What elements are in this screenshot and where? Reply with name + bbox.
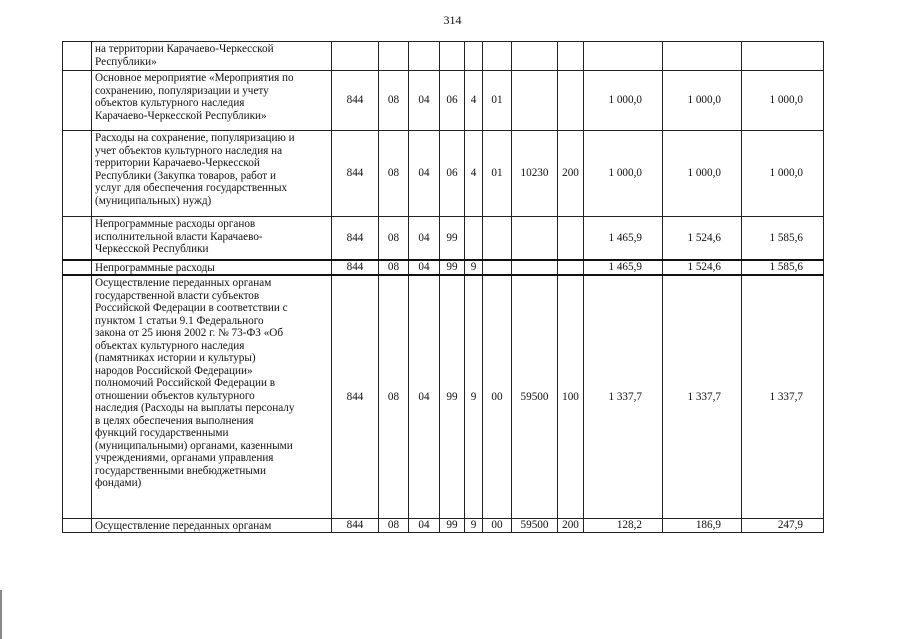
description-line: Непрограммные расходы органов	[95, 218, 256, 230]
budget-code-cell: 844	[332, 71, 379, 131]
amount-year2-cell: 1 524,6	[663, 260, 742, 276]
description-line: государственной власти субъектов	[95, 289, 260, 302]
description-line: исполнительной власти Карачаево-	[95, 230, 263, 243]
event-cell	[483, 260, 512, 276]
program-cell	[440, 42, 465, 71]
amount-year1-cell: 1 465,9	[584, 217, 663, 260]
amount-year1-cell	[584, 42, 663, 71]
direction-cell	[512, 260, 558, 276]
description-line: Осуществление переданных органам	[95, 519, 272, 532]
section-cell: 08	[379, 131, 409, 217]
description-line: наследия (Расходы на выплаты персоналу	[95, 402, 295, 414]
expense-type-cell: 100	[558, 275, 584, 518]
index-cell	[63, 275, 92, 518]
event-cell	[483, 217, 512, 260]
direction-cell	[512, 71, 558, 131]
expense-type-cell	[558, 71, 584, 131]
subprogram-cell: 4	[465, 131, 483, 217]
amount-year3-cell: 1 000,0	[742, 71, 824, 131]
event-cell	[483, 42, 512, 71]
subsection-cell: 04	[409, 260, 440, 276]
budget-table	[62, 41, 824, 533]
direction-cell: 10230	[512, 131, 558, 217]
description-cell	[92, 131, 332, 217]
description-line: Российской Федерации в соответствии с	[95, 302, 288, 314]
table-row	[63, 275, 824, 518]
amount-year2-cell: 1 524,6	[663, 217, 742, 260]
description-line: сохранению, популяризации и учету	[95, 84, 269, 97]
program-cell: 99	[440, 260, 465, 276]
scan-edge-mark	[0, 590, 2, 639]
table-body	[63, 42, 824, 533]
description-line: Непрограммные расходы	[95, 261, 215, 274]
subprogram-cell: 9	[465, 260, 483, 276]
description-line: учреждениями, органами управления	[95, 452, 274, 464]
description-line: полномочий Российской Федерации в	[95, 377, 276, 389]
direction-cell: 59500	[512, 275, 558, 518]
amount-year2-cell: 1 337,7	[663, 275, 742, 518]
description-line: Осуществление переданных органам	[95, 277, 272, 289]
description-line: территории Карачаево-Черкесской	[95, 157, 260, 169]
budget-code-cell	[332, 42, 379, 71]
amount-year3-cell: 247,9	[742, 518, 824, 533]
description-cell	[92, 260, 332, 276]
table-row	[63, 260, 824, 276]
description-cell	[92, 275, 332, 518]
section-cell: 08	[379, 71, 409, 131]
amount-year2-cell	[663, 42, 742, 71]
program-cell: 99	[440, 518, 465, 533]
subsection-cell: 04	[409, 275, 440, 518]
amount-year3-cell: 1 585,6	[742, 260, 824, 276]
amount-year1-cell: 1 000,0	[584, 131, 663, 217]
amount-year1-cell: 1 465,9	[584, 260, 663, 276]
description-line: Расходы на сохранение, популяризацию и	[95, 132, 295, 144]
subsection-cell: 04	[409, 131, 440, 217]
amount-year3-cell: 1 000,0	[742, 131, 824, 217]
amount-year2-cell: 186,9	[663, 518, 742, 533]
description-line: функций государственными	[95, 427, 229, 439]
table-row	[63, 131, 824, 217]
section-cell: 08	[379, 275, 409, 518]
amount-year3-cell: 1 585,6	[742, 217, 824, 260]
description-cell	[92, 42, 332, 71]
description-cell	[92, 217, 332, 260]
table-row	[63, 518, 824, 533]
description-line: (муниципальных) нужд)	[95, 194, 212, 207]
index-cell	[63, 131, 92, 217]
budget-code-cell: 844	[332, 518, 379, 533]
amount-year2-cell: 1 000,0	[663, 131, 742, 217]
section-cell: 08	[379, 217, 409, 260]
expense-type-cell: 200	[558, 131, 584, 217]
description-line: Республики»	[95, 55, 157, 68]
event-cell: 01	[483, 131, 512, 217]
amount-year1-cell: 1 000,0	[584, 71, 663, 131]
description-line: в целях обеспечения выполнения	[95, 414, 254, 427]
description-line: закона от 25 июня 2002 г. № 73-ФЗ «Об	[95, 327, 284, 339]
section-cell: 08	[379, 518, 409, 533]
subsection-cell	[409, 42, 440, 71]
description-line: государственными внебюджетными	[95, 464, 266, 477]
expense-type-cell: 200	[558, 518, 584, 533]
subprogram-cell	[465, 217, 483, 260]
amount-year1-cell: 1 337,7	[584, 275, 663, 518]
description-line: услуг для обеспечения государственных	[95, 182, 288, 194]
program-cell: 06	[440, 131, 465, 217]
expense-type-cell	[558, 42, 584, 71]
description-line: Основное мероприятие «Мероприятия по	[95, 72, 294, 84]
description-line: (муниципальными) органами, казенными	[95, 439, 293, 452]
description-line: Республики (Закупка товаров, работ и	[95, 169, 276, 182]
program-cell: 99	[440, 217, 465, 260]
event-cell: 00	[483, 275, 512, 518]
subsection-cell: 04	[409, 518, 440, 533]
amount-year3-cell	[742, 42, 824, 71]
index-cell	[63, 71, 92, 131]
amount-year1-cell: 128,2	[584, 518, 663, 533]
section-cell	[379, 42, 409, 71]
budget-code-cell: 844	[332, 217, 379, 260]
direction-cell	[512, 42, 558, 71]
event-cell: 00	[483, 518, 512, 533]
amount-year3-cell: 1 337,7	[742, 275, 824, 518]
table-row	[63, 42, 824, 71]
section-cell: 08	[379, 260, 409, 276]
description-line: фондами)	[95, 477, 142, 489]
expense-type-cell	[558, 217, 584, 260]
subsection-cell: 04	[409, 217, 440, 260]
amount-year2-cell: 1 000,0	[663, 71, 742, 131]
index-cell	[63, 217, 92, 260]
budget-code-cell: 844	[332, 260, 379, 276]
index-cell	[63, 518, 92, 533]
description-line: пунктом 1 статьи 9.1 Федерального	[95, 314, 264, 327]
subprogram-cell	[465, 42, 483, 71]
description-line: объектах культурного наследия	[95, 339, 245, 352]
program-cell: 06	[440, 71, 465, 131]
description-line: народов Российской Федерации»	[95, 364, 253, 377]
description-line: на территории Карачаево-Черкесской	[95, 43, 274, 55]
expense-type-cell	[558, 260, 584, 276]
description-cell	[92, 518, 332, 533]
budget-code-cell: 844	[332, 131, 379, 217]
description-line: учет объектов культурного наследия на	[95, 144, 283, 157]
direction-cell: 59500	[512, 518, 558, 533]
subsection-cell: 04	[409, 71, 440, 131]
description-line: Карачаево-Черкесской Республики»	[95, 109, 267, 122]
description-line: объектов культурного наследия	[95, 97, 245, 109]
description-cell	[92, 71, 332, 131]
description-line: (памятниках истории и культуры)	[95, 352, 256, 364]
budget-code-cell: 844	[332, 275, 379, 518]
subprogram-cell: 9	[465, 518, 483, 533]
event-cell: 01	[483, 71, 512, 131]
description-line: Черкесской Республики	[95, 243, 209, 255]
index-cell	[63, 260, 92, 276]
description-line: отношении объектов культурного	[95, 389, 255, 402]
subprogram-cell: 9	[465, 275, 483, 518]
subprogram-cell: 4	[465, 71, 483, 131]
page-number: 314	[443, 13, 462, 27]
direction-cell	[512, 217, 558, 260]
table-row	[63, 71, 824, 131]
index-cell	[63, 42, 92, 71]
program-cell: 99	[440, 275, 465, 518]
table-row	[63, 217, 824, 260]
